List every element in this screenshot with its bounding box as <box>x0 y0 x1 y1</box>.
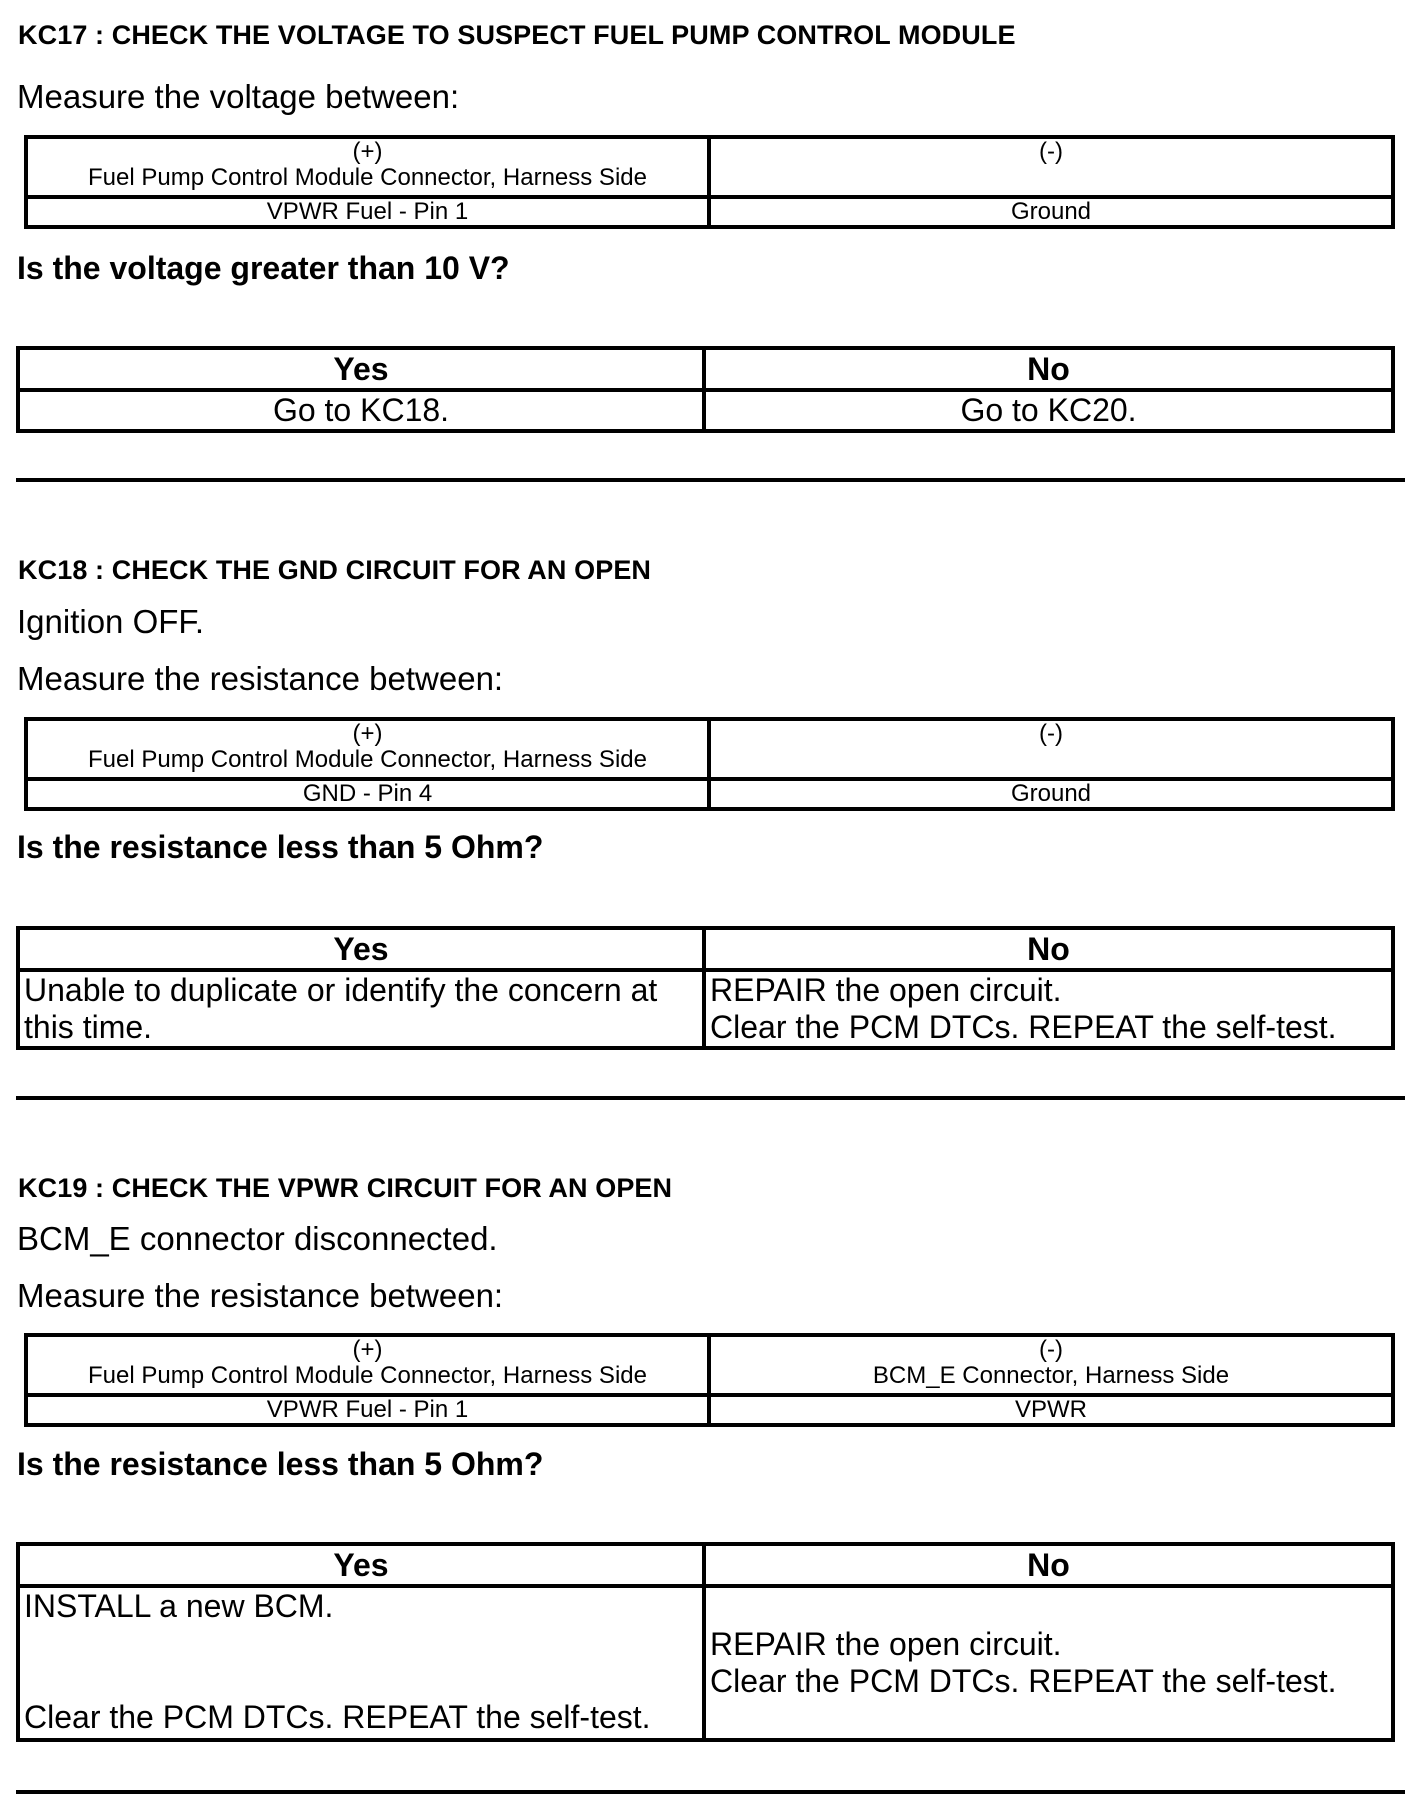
kc19-question: Is the resistance less than 5 Ohm? <box>17 1446 544 1482</box>
kc18-no-line2: Clear the PCM DTCs. REPEAT the self-test. <box>710 1009 1337 1045</box>
kc19-yes-header: Yes <box>18 1544 704 1586</box>
kc17-plus-desc: Fuel Pump Control Module Connector, Harness Side <box>88 164 647 191</box>
kc17-question: Is the voltage greater than 10 V? <box>17 250 510 286</box>
kc18-yes-action <box>18 970 704 1048</box>
kc17-plus-header <box>26 137 709 197</box>
kc18-no-header: No <box>704 928 1393 970</box>
kc17-yes-header: Yes <box>18 348 704 390</box>
kc17-minus-label: (-) <box>1039 138 1063 165</box>
kc17-measurement-table <box>24 135 1395 229</box>
kc18-plus-header <box>26 719 709 779</box>
kc18-instruction: Measure the resistance between: <box>17 660 504 697</box>
kc19-minus-label: (-) <box>1039 1336 1063 1363</box>
kc19-minus-desc: BCM_E Connector, Harness Side <box>872 1362 1230 1389</box>
kc18-yes-line2: this time. <box>24 1009 153 1045</box>
kc18-no-line1: REPAIR the open circuit. <box>710 972 1062 1008</box>
kc18-minus-header <box>709 719 1393 779</box>
kc19-condition: BCM_E connector disconnected. <box>17 1220 498 1257</box>
kc19-minus-header <box>709 1335 1393 1395</box>
kc17-instruction: Measure the voltage between: <box>17 78 460 115</box>
section-divider <box>16 478 1405 482</box>
kc19-yes-line2: Clear the PCM DTCs. REPEAT the self-test. <box>24 1699 651 1735</box>
kc19-plus-label: (+) <box>352 1336 383 1363</box>
kc18-title: KC18 : CHECK THE GND CIRCUIT FOR AN OPEN <box>18 555 652 585</box>
kc18-plus-desc: Fuel Pump Control Module Connector, Harness Side <box>88 746 647 773</box>
kc17-yes-action: Go to KC18. <box>18 390 704 431</box>
kc19-plus-desc: Fuel Pump Control Module Connector, Harness Side <box>88 1362 647 1389</box>
kc17-minus-header <box>709 137 1393 197</box>
kc18-condition: Ignition OFF. <box>17 603 205 640</box>
kc17-result-table <box>16 346 1395 433</box>
kc19-result-table <box>16 1542 1395 1742</box>
kc18-yes-line1: Unable to duplicate or identify the concern at <box>24 972 658 1008</box>
kc18-no-action <box>704 970 1393 1048</box>
kc19-no-line1: REPAIR the open circuit. <box>710 1626 1062 1662</box>
kc18-result-table <box>16 926 1395 1050</box>
kc19-yes-action <box>18 1586 704 1740</box>
kc18-plus-label: (+) <box>352 720 383 747</box>
kc19-measurement-table <box>24 1333 1395 1427</box>
kc18-measurement-table <box>24 717 1395 811</box>
kc19-title: KC19 : CHECK THE VPWR CIRCUIT FOR AN OPEN <box>18 1173 673 1203</box>
kc17-no-action: Go to KC20. <box>704 390 1393 431</box>
kc19-yes-line1: INSTALL a new BCM. <box>24 1588 334 1624</box>
kc19-no-line2: Clear the PCM DTCs. REPEAT the self-test. <box>710 1663 1337 1699</box>
kc19-no-action <box>704 1586 1393 1740</box>
kc17-minus-value: Ground <box>709 197 1393 227</box>
kc17-plus-value: VPWR Fuel - Pin 1 <box>26 197 709 227</box>
section-divider <box>16 1790 1405 1794</box>
kc18-plus-value: GND - Pin 4 <box>26 779 709 809</box>
kc17-plus-label: (+) <box>352 138 383 165</box>
kc19-plus-header <box>26 1335 709 1395</box>
kc19-instruction: Measure the resistance between: <box>17 1277 504 1314</box>
kc18-minus-value: Ground <box>709 779 1393 809</box>
kc18-question: Is the resistance less than 5 Ohm? <box>17 829 544 865</box>
kc19-minus-value: VPWR <box>709 1395 1393 1425</box>
kc18-minus-label: (-) <box>1039 720 1063 747</box>
kc19-no-header: No <box>704 1544 1393 1586</box>
kc19-plus-value: VPWR Fuel - Pin 1 <box>26 1395 709 1425</box>
kc17-no-header: No <box>704 348 1393 390</box>
section-divider <box>16 1096 1405 1100</box>
kc17-title: KC17 : CHECK THE VOLTAGE TO SUSPECT FUEL PUMP CONTROL MODULE <box>18 20 1016 50</box>
kc18-yes-header: Yes <box>18 928 704 970</box>
